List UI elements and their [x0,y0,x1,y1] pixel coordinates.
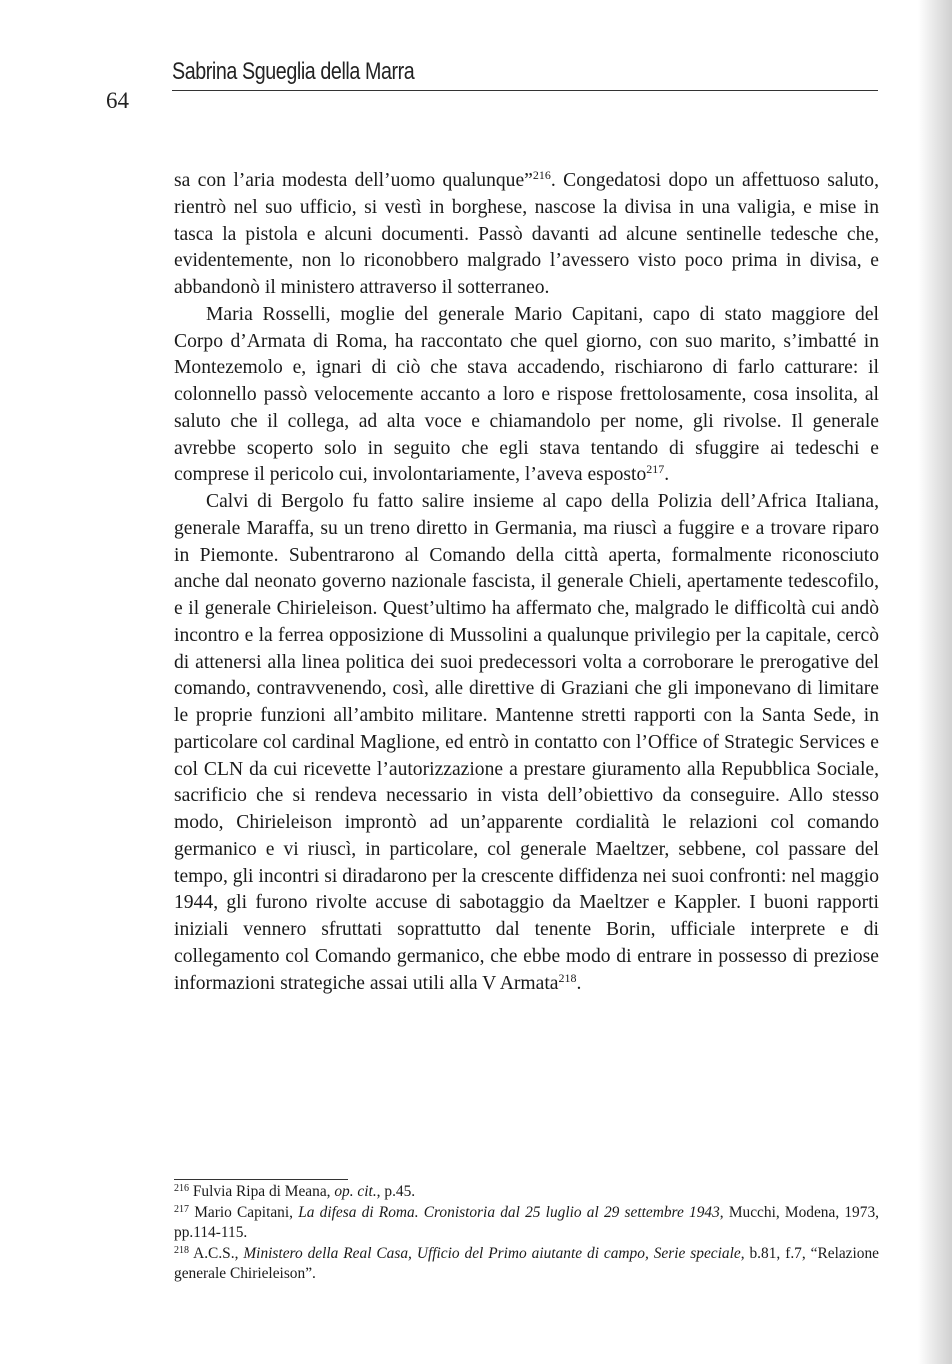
paragraph-3-text-a: Calvi di Bergolo fu fatto salire insieme al capo della Polizia dell’Africa Italiana, generale Maraffa, su un treno diretto in Germania, ma riuscì a fuggire e a trovare riparo in Piemonte. Subentrarono al Comando della città aperta, formalmente riconosciuto anche dal neonato governo nazionale fascista, il generale Chieli, apertamente tedescofilo, e il generale Chirieleison. Quest’ultimo ha affermato che, malgrado le difficoltà cui andò incontro e la ferrea opposizione di Mussolini a qualunque privilegio per la capitale, cercò di attenersi alla linea politica dei suoi predecessori volta a corroborare le prerogative del comando, contravvenendo, così, alle direttive di Graziani che gli imponevano di limitare le proprie funzioni all’ambito militare. Mantenne stretti rapporti con la Santa Sede, in particolare col cardinal Maglione, ed entrò in contatto con l’Office of Strategic Services e col CLN da cui ricevette l’autorizzazione a prestare giuramento alla Repubblica Sociale, sacrificio che si rendeva necessario in vista dell’obiettivo da conseguire. Allo stesso modo, Chirieleison improntò ad un’apparente cordialità le relazioni col comando germanico e vi riuscì, in particolare, col generale Maeltzer, sebbene, col passare del tempo, gli incontri si diradarono per la crescente diffidenza nei suoi confronti: nel maggio 1944, gli furono rivolte accuse di sabotaggio da Maeltzer e Kappler. I buoni rapporti iniziali vennero sfruttati soprattutto dal tenente Borin, ufficiale interprete e di collegamento col Comando germanico, che ebbe modo di entrare in possesso di preziose informazioni strategiche assai utili alla V Armata [174,491,879,994]
footnote-text: Fulvia Ripa di Meana, [192,1183,335,1200]
footnote-218 [174,1244,879,1285]
paragraph-2 [174,302,879,489]
footnote-italic: La difesa di Roma. Cronistoria dal 25 luglio al 29 settembre 1943 [298,1203,720,1221]
paragraph-1 [174,168,879,302]
footnote-217 [174,1203,879,1244]
page-number: 64 [106,88,129,113]
footnote-number: 218 [174,1244,189,1256]
footnote-rule [174,1179,348,1180]
footnote-text: , b.81, f.7, “Relazione generale Chirieleison”. [174,1244,880,1282]
paragraph-1-text-a: sa con l’aria modesta dell’uomo qualunque” [174,170,533,191]
header-rule [172,90,878,91]
body-text [174,168,879,997]
footnote-216 [174,1182,879,1203]
footnote-number: 217 [174,1203,189,1215]
paragraph-3-text-b: . [576,972,582,994]
footnote-ref-216: 216 [532,168,551,182]
footnote-number: 216 [174,1183,189,1194]
paragraph-3 [174,489,879,997]
footnote-ref-217: 217 [646,462,665,477]
footnote-italic: Ministero della Real Casa, Ufficio del Primo aiutante di campo, Serie speciale [243,1244,741,1262]
footnote-text: A.C.S., [193,1244,244,1262]
footnote-italic: op. cit. [334,1183,377,1200]
paragraph-2-text-a: Maria Rosselli, moglie del generale Mario Capitani, capo di stato maggiore del Corpo d’Armata di Roma, ha raccontato che quel giorno, con suo marito, s’imbatté in Montezemolo e, ignari di ciò che stava accadendo, rischiarono di farlo catturare: il colonnello passò velocemente accanto a loro e rispose frettolosamente, cosa insolita, al saluto che il collega, ad alta voce e chiamandolo per nome, gli rivolse. Il generale avrebbe scoperto solo in seguito che egli stava tentando di sfuggire ai tedeschi e comprese il pericolo cui, involontariamente, l’aveva esposto [174,303,879,486]
running-head: Sabrina Sgueglia della Marra [172,58,415,85]
paragraph-1-text-b: . Congedatosi dopo un affettuoso saluto, rientrò nel suo ufficio, si vestì in borghese, nascose la divisa in una valigia, e mise in tasca la pistola e alcuni documenti. Passò davanti ad alcune sentinelle tedesche che, evidentemente, non lo riconobbero malgrado l’avessero visto poco prima in divisa, e abbandonò il ministero attraverso il sotterraneo. [174,170,879,298]
footnotes [174,1182,879,1285]
footnote-text: , p.45. [376,1183,416,1200]
footnote-text: Mario Capitani, [194,1203,299,1221]
footnote-text: , Mucchi, Modena, 1973, pp.114-115. [174,1203,879,1241]
footnote-ref-218: 218 [558,970,577,985]
paragraph-2-text-b: . [664,464,670,486]
page-edge-shadow [918,0,952,1364]
